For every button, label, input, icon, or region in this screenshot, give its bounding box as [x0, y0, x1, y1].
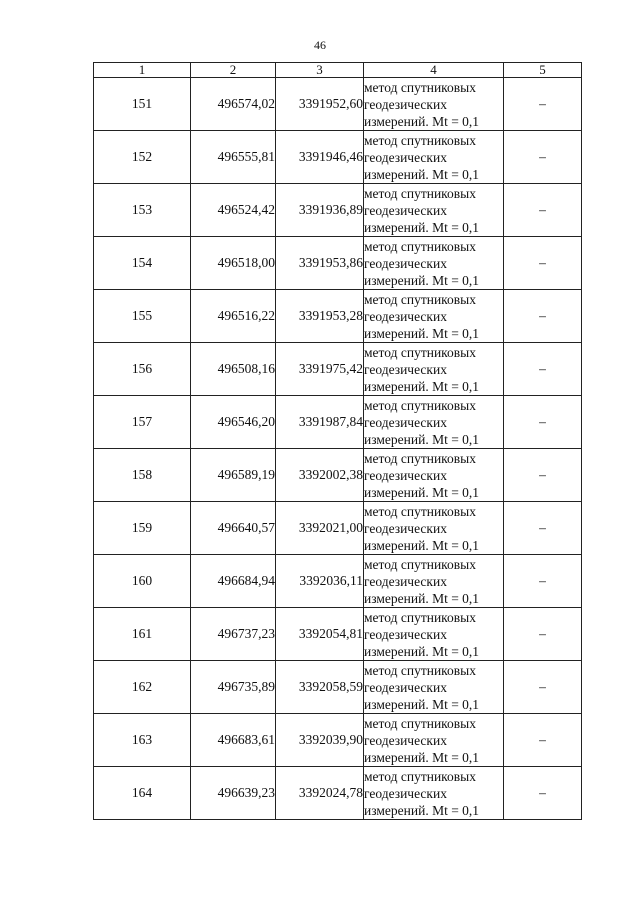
method-description [364, 184, 504, 237]
coordinate-x: 496524,42 [191, 184, 276, 237]
method-description [364, 449, 504, 502]
coordinate-y: 3392054,81 [276, 608, 364, 661]
table-row [94, 767, 582, 820]
point-number: 161 [94, 608, 191, 661]
coordinates-table [93, 62, 582, 820]
note-cell: – [504, 502, 582, 555]
header-col-5: 5 [504, 63, 582, 78]
point-number: 155 [94, 290, 191, 343]
table-row [94, 714, 582, 767]
coordinate-y: 3391936,89 [276, 184, 364, 237]
page-number: 46 [314, 38, 326, 52]
method-line-2: геодезических [364, 573, 447, 589]
header-row [94, 63, 582, 78]
method-line-3: измерений. Mt = 0,1 [364, 378, 480, 394]
method-line-3: измерений. Mt = 0,1 [364, 537, 480, 553]
table-row [94, 661, 582, 714]
method-description [364, 343, 504, 396]
method-line-2: геодезических [364, 785, 447, 801]
coordinate-x: 496589,19 [191, 449, 276, 502]
note-cell: – [504, 449, 582, 502]
note-cell: – [504, 343, 582, 396]
method-description [364, 661, 504, 714]
header-col-1: 1 [94, 63, 191, 78]
method-line-3: измерений. Mt = 0,1 [364, 643, 480, 659]
table-row [94, 237, 582, 290]
coordinate-x: 496574,02 [191, 78, 276, 131]
method-line-1: метод спутниковых [364, 132, 476, 148]
method-line-2: геодезических [364, 626, 447, 642]
note-cell: – [504, 555, 582, 608]
note-cell: – [504, 131, 582, 184]
coordinate-x: 496639,23 [191, 767, 276, 820]
method-description [364, 396, 504, 449]
method-line-1: метод спутниковых [364, 609, 476, 625]
note-cell: – [504, 290, 582, 343]
method-description [364, 237, 504, 290]
method-line-3: измерений. Mt = 0,1 [364, 749, 480, 765]
method-line-3: измерений. Mt = 0,1 [364, 325, 480, 341]
point-number: 162 [94, 661, 191, 714]
table-row [94, 608, 582, 661]
table-row [94, 396, 582, 449]
coordinate-x: 496555,81 [191, 131, 276, 184]
method-line-3: измерений. Mt = 0,1 [364, 696, 480, 712]
method-line-2: геодезических [364, 202, 447, 218]
method-line-3: измерений. Mt = 0,1 [364, 802, 480, 818]
table-row [94, 343, 582, 396]
coordinate-y: 3392058,59 [276, 661, 364, 714]
coordinate-x: 496640,57 [191, 502, 276, 555]
note-cell: – [504, 714, 582, 767]
method-line-1: метод спутниковых [364, 79, 476, 95]
method-line-2: геодезических [364, 679, 447, 695]
header-col-2: 2 [191, 63, 276, 78]
table-row [94, 184, 582, 237]
method-line-1: метод спутниковых [364, 662, 476, 678]
point-number: 158 [94, 449, 191, 502]
method-line-3: измерений. Mt = 0,1 [364, 219, 480, 235]
coordinate-y: 3391946,46 [276, 131, 364, 184]
note-cell: – [504, 767, 582, 820]
method-description [364, 502, 504, 555]
method-line-2: геодезических [364, 96, 447, 112]
method-description [364, 78, 504, 131]
method-line-1: метод спутниковых [364, 715, 476, 731]
point-number: 164 [94, 767, 191, 820]
point-number: 152 [94, 131, 191, 184]
table-row [94, 555, 582, 608]
coordinate-y: 3392036,11 [276, 555, 364, 608]
method-description [364, 608, 504, 661]
point-number: 153 [94, 184, 191, 237]
coordinate-y: 3392021,00 [276, 502, 364, 555]
table-row [94, 78, 582, 131]
table-row [94, 449, 582, 502]
coordinate-y: 3392039,90 [276, 714, 364, 767]
method-line-3: измерений. Mt = 0,1 [364, 484, 480, 500]
point-number: 151 [94, 78, 191, 131]
table-row [94, 290, 582, 343]
coordinate-y: 3391952,60 [276, 78, 364, 131]
note-cell: – [504, 184, 582, 237]
table-header [94, 63, 582, 78]
coordinate-x: 496735,89 [191, 661, 276, 714]
method-description [364, 290, 504, 343]
method-description [364, 714, 504, 767]
method-line-1: метод спутниковых [364, 450, 476, 466]
method-description [364, 131, 504, 184]
coordinate-y: 3392024,78 [276, 767, 364, 820]
note-cell: – [504, 396, 582, 449]
method-line-1: метод спутниковых [364, 238, 476, 254]
table-row [94, 131, 582, 184]
coordinate-y: 3392002,38 [276, 449, 364, 502]
method-line-2: геодезических [364, 149, 447, 165]
coordinate-x: 496516,22 [191, 290, 276, 343]
point-number: 156 [94, 343, 191, 396]
table-row [94, 502, 582, 555]
method-line-2: геодезических [364, 732, 447, 748]
method-description [364, 555, 504, 608]
point-number: 160 [94, 555, 191, 608]
method-line-2: геодезических [364, 520, 447, 536]
method-line-2: геодезических [364, 255, 447, 271]
coordinate-x: 496683,61 [191, 714, 276, 767]
method-line-1: метод спутниковых [364, 397, 476, 413]
note-cell: – [504, 237, 582, 290]
method-line-1: метод спутниковых [364, 291, 476, 307]
note-cell: – [504, 78, 582, 131]
method-line-3: измерений. Mt = 0,1 [364, 431, 480, 447]
method-line-3: измерений. Mt = 0,1 [364, 113, 480, 129]
note-cell: – [504, 608, 582, 661]
table-body [94, 78, 582, 820]
coordinate-y: 3391975,42 [276, 343, 364, 396]
point-number: 157 [94, 396, 191, 449]
coordinate-x: 496684,94 [191, 555, 276, 608]
method-line-3: измерений. Mt = 0,1 [364, 166, 480, 182]
method-line-3: измерений. Mt = 0,1 [364, 590, 480, 606]
method-line-1: метод спутниковых [364, 185, 476, 201]
method-line-1: метод спутниковых [364, 344, 476, 360]
note-cell: – [504, 661, 582, 714]
coordinate-x: 496518,00 [191, 237, 276, 290]
method-line-1: метод спутниковых [364, 768, 476, 784]
method-line-3: измерений. Mt = 0,1 [364, 272, 480, 288]
method-line-2: геодезических [364, 308, 447, 324]
method-line-1: метод спутниковых [364, 556, 476, 572]
method-line-2: геодезических [364, 467, 447, 483]
coordinate-y: 3391953,86 [276, 237, 364, 290]
coordinate-x: 496737,23 [191, 608, 276, 661]
point-number: 163 [94, 714, 191, 767]
header-col-4: 4 [364, 63, 504, 78]
coordinate-y: 3391987,84 [276, 396, 364, 449]
header-col-3: 3 [276, 63, 364, 78]
coordinate-y: 3391953,28 [276, 290, 364, 343]
method-line-1: метод спутниковых [364, 503, 476, 519]
method-line-2: геодезических [364, 414, 447, 430]
point-number: 159 [94, 502, 191, 555]
point-number: 154 [94, 237, 191, 290]
coordinate-x: 496508,16 [191, 343, 276, 396]
coordinate-x: 496546,20 [191, 396, 276, 449]
method-line-2: геодезических [364, 361, 447, 377]
method-description [364, 767, 504, 820]
